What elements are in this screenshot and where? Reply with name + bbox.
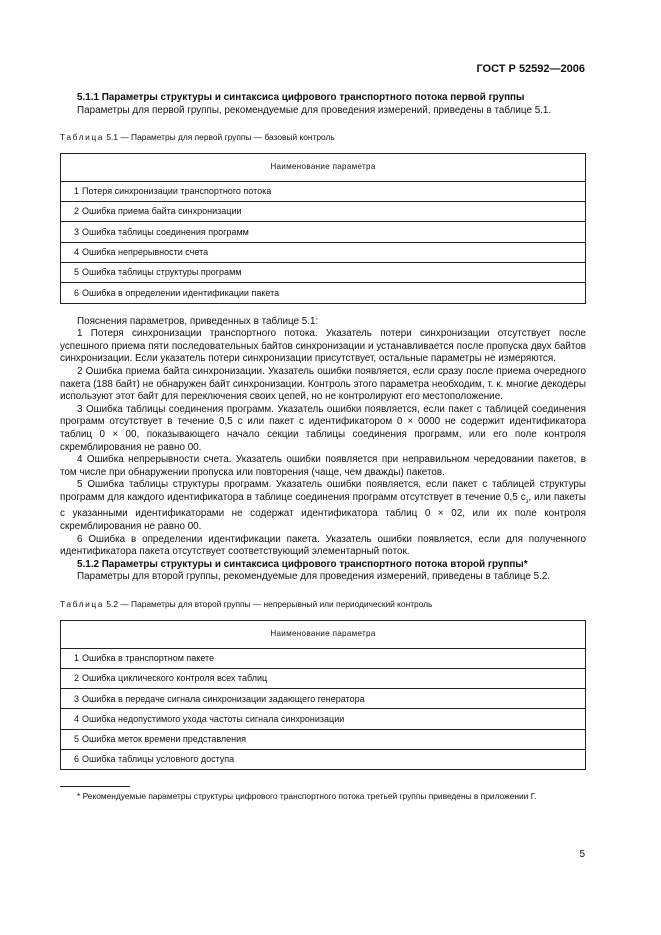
table-caption-label: Таблица — [60, 599, 105, 609]
row-text: Ошибка циклического контроля всех таблиц — [82, 673, 268, 684]
table-row — [61, 262, 586, 282]
parameters-table-5-2 — [60, 620, 586, 771]
table-row — [61, 181, 586, 201]
row-text: Ошибка недопустимого ухода частоты сигнала синхронизации — [82, 713, 345, 724]
table-row — [61, 648, 586, 668]
row-number: 6 — [73, 287, 79, 298]
explanation-item-5-start: 5 Ошибка таблицы структуры программ. Указатель ошибки появляется, если пакет с таблицей структуры программ для каждого идентификатора в таблице соединения программ отсутствует в течение 0,5 с — [60, 479, 586, 503]
parameters-table-5-1 — [60, 153, 586, 304]
table-row — [61, 729, 586, 749]
table-caption-label: Таблица — [60, 132, 105, 143]
row-text: Ошибка таблицы структуры программ — [82, 267, 242, 278]
row-number: 3 — [73, 693, 79, 704]
row-text: Ошибка таблицы условного доступа — [82, 754, 235, 765]
section-title-5-1-2: 5.1.2 Параметры структуры и синтаксиса цифрового транспортного потока второй группы* — [77, 558, 528, 570]
table-row — [61, 283, 586, 303]
standard-code: ГОСТ Р 52592—2006 — [476, 63, 585, 75]
table-row — [61, 202, 586, 222]
row-text: Ошибка в транспортном пакете — [82, 652, 215, 663]
row-text: Ошибка приема байта синхронизации — [82, 206, 242, 217]
section-intro-5-1-2: Параметры для второй группы, рекомендуемые для проведения измерений, приведены в таблице 5.2. — [77, 571, 551, 583]
row-text: Ошибка в передаче сигнала синхронизации задающего генератора — [82, 693, 365, 704]
table-row — [61, 668, 586, 688]
explanation-item: 4 Ошибка непрерывности счета. Указатель ошибки появляется при неправильном чередовании пакетов, в том числе при обнаружении пропуска или повторения (чаще, чем дважды) пакетов. — [60, 454, 586, 478]
table-header: Наименование параметра — [61, 620, 586, 648]
footnote-divider — [60, 786, 130, 787]
row-number: 3 — [73, 226, 79, 237]
table-caption-5-1 — [60, 131, 586, 144]
row-number: 1 — [73, 186, 79, 197]
table-row — [61, 709, 586, 729]
page-number: 5 — [579, 849, 585, 860]
explanation-item: 6 Ошибка в определении идентификации пакета. Указатель ошибки появляется, если для полученного идентификатора пакета отсутствует соответствующий элементарный поток. — [60, 533, 586, 558]
row-number: 5 — [73, 734, 79, 745]
table-row — [61, 689, 586, 709]
row-number: 1 — [73, 652, 79, 663]
row-text: Потеря синхронизации транспортного потока — [82, 186, 272, 197]
explanation-item: 3 Ошибка таблицы соединения программ. Указатель ошибки появляется, если пакет с таблицей соединения программ отсутствует в течение 0,5 с или пакет с идентификатором 0 × 0000 не содержит идентификатора таблиц 0 × 00, показывающего начало секции таблицы соединения программ, или его поле контроля скремблирования не равно 00. — [60, 403, 586, 453]
row-number: 5 — [73, 267, 79, 278]
section-intro-5-1-1: Параметры для первой группы, рекомендуемые для проведения измерений, приведены в таблице 5.1. — [77, 104, 552, 116]
row-text: Ошибка непрерывности счета — [82, 247, 209, 258]
explanations-intro: Пояснения параметров, приведенных в таблице 5.1: — [77, 315, 319, 327]
row-number: 2 — [73, 206, 79, 217]
table-row — [61, 242, 586, 262]
table-row — [61, 222, 586, 242]
row-text: Ошибка таблицы соединения программ — [82, 226, 249, 237]
row-number: 2 — [73, 673, 79, 684]
table-row — [61, 750, 586, 770]
explanations — [60, 316, 586, 559]
explanation-item: 1 Потеря синхронизации транспортного потока. Указатель потери синхронизации отсутствует после успешного приема пяти последовательных байтов синхронизации и устанавливается после пропуска двух байтов синхронизации. Если указатель потери синхронизации присутствует, остальные параметры не измеряются. — [60, 328, 586, 365]
footnote: * Рекомендуемые параметры структуры цифрового транспортного потока третьей группы приведены в приложении Г. — [77, 791, 537, 802]
explanation-item: 2 Ошибка приема байта синхронизации. Указатель ошибки появляется, если сразу после приема очередного пакета (188 байт) не обнаружен байт синхронизации. Контроль этого параметра необходим, т. к. многие декодеры используют этот байт для переключения своих цепей, но не контролируют его местоположение. — [60, 365, 586, 403]
explanation-item: 5 Ошибка таблицы структуры программ. Указатель ошибки появляется, если пакет с таблицей структуры программ для каждого идентификатора в таблице соединения программ отсутствует в течение 0,5 $с_з$, или пакеты с указанными идентификаторами не содержат идентификатора таблиц 0 × 02, или их поле контроля скремблирования не равно 00. — [60, 479, 586, 533]
section-title-5-1-1: 5.1.1 Параметры структуры и синтаксиса цифрового транспортного потока первой группы — [77, 92, 525, 103]
table-caption-5-2 — [60, 598, 586, 611]
subscript-mark: з — [525, 498, 529, 505]
table-caption-text: 5.2 — Параметры для второй группы — непрерывный или периодический контроль — [106, 599, 433, 609]
row-number: 4 — [73, 247, 79, 258]
row-text: Ошибка в определении идентификации пакета — [82, 287, 280, 298]
table-caption-text: 5.1 — Параметры для первой группы — базовый контроль — [106, 132, 335, 143]
row-number: 6 — [73, 754, 79, 765]
page-content — [60, 92, 586, 802]
explanation-item-5-end: или пакеты с указанными идентификаторами не содержат идентификатора таблиц 0 × 02, или их поле контроля скремблирования не равно 00. — [60, 491, 586, 533]
row-text: Ошибка меток времени представления — [82, 734, 247, 745]
table-header: Наименование параметра — [61, 153, 586, 181]
row-number: 4 — [73, 713, 79, 724]
